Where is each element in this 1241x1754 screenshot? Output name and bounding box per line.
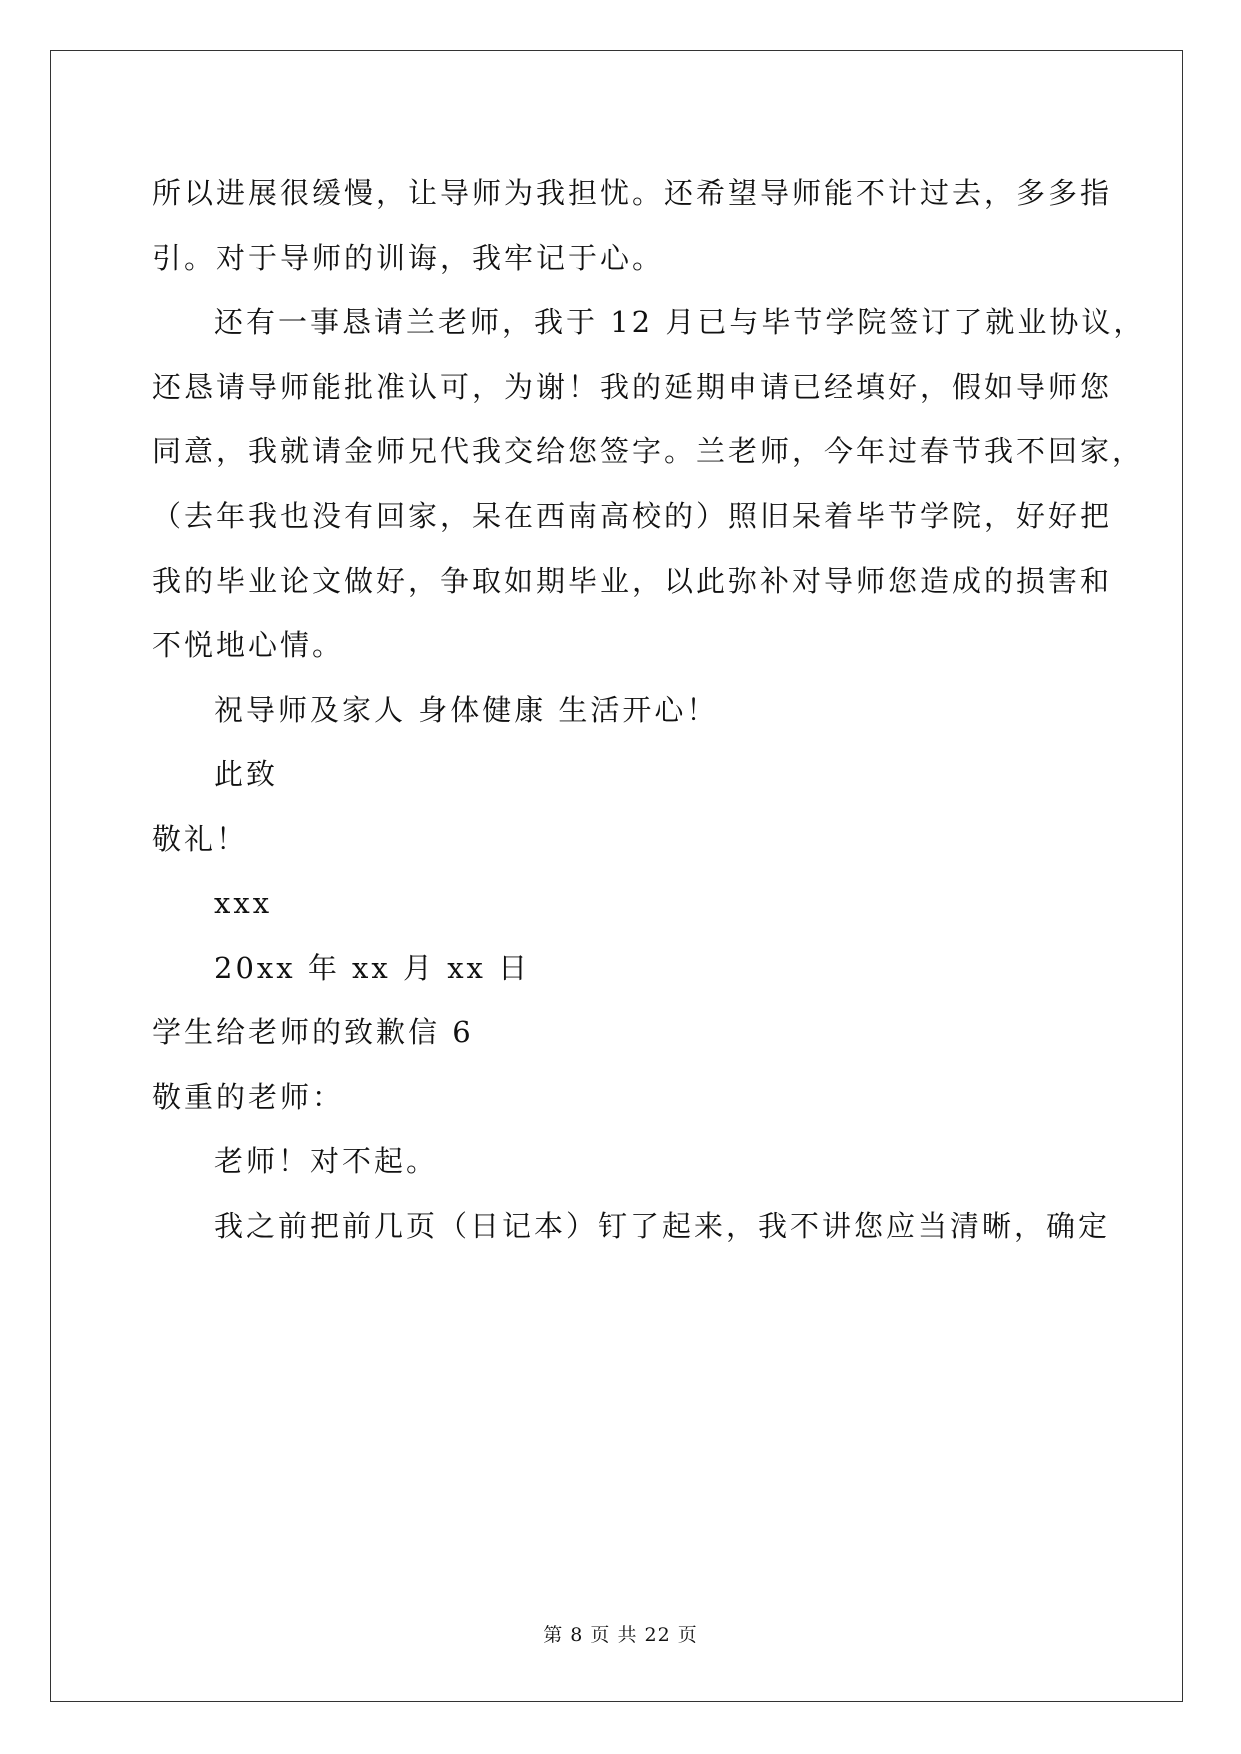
signature-date: 20xx 年 xx 月 xx 日 [214, 951, 531, 985]
page-number: 第 8 页 共 22 页 [543, 1624, 698, 1646]
paragraph-line: 老师！对不起。 [214, 1144, 439, 1178]
page-border [50, 50, 1183, 1702]
paragraph-line: 我的毕业论文做好，争取如期毕业，以此弥补对导师您造成的损害和 [152, 564, 1113, 598]
letter-salutation: 敬重的老师： [152, 1080, 345, 1114]
paragraph-line: 所以进展很缓慢，让导师为我担忧。还希望导师能不计过去，多多指 [152, 176, 1113, 210]
closing-line: 此致 [214, 757, 279, 791]
signature-name: xxx [214, 886, 273, 920]
paragraph-line: 不悦地心情。 [152, 628, 345, 662]
paragraph-line: 我之前把前几页（日记本）钉了起来，我不讲您应当清晰，确定 [214, 1209, 1111, 1243]
paragraph-line: （去年我也没有回家，呆在西南高校的）照旧呆着毕节学院，好好把 [152, 499, 1113, 533]
section-title: 学生给老师的致歉信 6 [152, 1015, 474, 1049]
salutation-line: 敬礼！ [152, 822, 249, 856]
paragraph-line: 引。对于导师的训诲，我牢记于心。 [152, 241, 665, 275]
paragraph-line: 还恳请导师能批准认可，为谢！我的延期申请已经填好，假如导师您 [152, 370, 1113, 404]
paragraph-line: 同意，我就请金师兄代我交给您签字。兰老师，今年过春节我不回家， [152, 434, 1145, 468]
paragraph-line: 还有一事恳请兰老师，我于 12 月已与毕节学院签订了就业协议， [214, 305, 1146, 339]
greeting-line: 祝导师及家人 身体健康 生活开心！ [214, 693, 719, 727]
